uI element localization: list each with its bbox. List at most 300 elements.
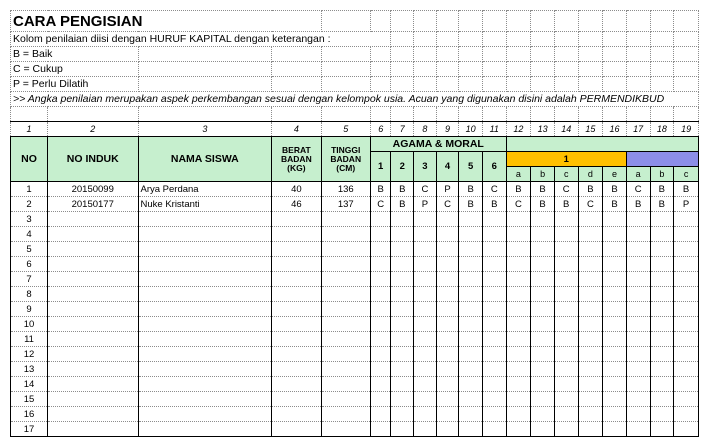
empty-cell[interactable] (603, 107, 627, 122)
empty-cell[interactable] (459, 212, 483, 227)
header-berat-badan[interactable] (272, 137, 321, 182)
row-no[interactable]: 2 (11, 197, 48, 212)
column-number[interactable]: 10 (459, 122, 483, 137)
empty-cell[interactable] (554, 347, 578, 362)
empty-cell[interactable] (321, 377, 370, 392)
row-berat[interactable]: 46 (272, 197, 321, 212)
empty-cell[interactable] (459, 362, 483, 377)
empty-cell[interactable] (391, 407, 414, 422)
empty-cell[interactable] (321, 257, 370, 272)
empty-cell[interactable] (650, 302, 674, 317)
empty-cell[interactable] (674, 32, 699, 47)
score-cell[interactable]: C (414, 182, 437, 197)
empty-cell[interactable] (531, 257, 555, 272)
empty-cell[interactable] (138, 407, 272, 422)
column-number[interactable]: 4 (272, 122, 321, 137)
row-no[interactable]: 8 (11, 287, 48, 302)
empty-cell[interactable] (506, 347, 531, 362)
score-cell[interactable]: B (370, 182, 391, 197)
empty-cell[interactable] (578, 242, 603, 257)
empty-cell[interactable] (272, 392, 321, 407)
empty-cell[interactable] (138, 77, 272, 92)
empty-cell[interactable] (482, 257, 506, 272)
empty-cell[interactable] (321, 272, 370, 287)
empty-cell[interactable] (391, 257, 414, 272)
empty-cell[interactable] (531, 392, 555, 407)
empty-cell[interactable] (459, 302, 483, 317)
empty-cell[interactable] (506, 227, 531, 242)
empty-cell[interactable] (272, 77, 321, 92)
empty-cell[interactable] (459, 347, 483, 362)
empty-cell[interactable] (414, 317, 437, 332)
empty-cell[interactable] (506, 407, 531, 422)
header-group1-sub[interactable]: e (603, 167, 627, 182)
empty-cell[interactable] (506, 302, 531, 317)
empty-cell[interactable] (531, 272, 555, 287)
empty-cell[interactable] (48, 362, 138, 377)
empty-cell[interactable] (531, 407, 555, 422)
score-cell[interactable]: B (459, 182, 483, 197)
empty-cell[interactable] (370, 332, 391, 347)
score-cell[interactable]: B (506, 182, 531, 197)
empty-cell[interactable] (138, 287, 272, 302)
empty-cell[interactable] (626, 32, 650, 47)
empty-cell[interactable] (48, 272, 138, 287)
empty-cell[interactable] (506, 11, 531, 32)
score-cell[interactable]: B (482, 197, 506, 212)
empty-cell[interactable] (138, 377, 272, 392)
row-no[interactable]: 7 (11, 272, 48, 287)
empty-cell[interactable] (531, 242, 555, 257)
row-no[interactable]: 11 (11, 332, 48, 347)
empty-cell[interactable] (391, 287, 414, 302)
empty-cell[interactable] (482, 422, 506, 437)
row-no[interactable]: 12 (11, 347, 48, 362)
legend-item[interactable]: C = Cukup (11, 62, 139, 77)
empty-cell[interactable] (650, 362, 674, 377)
empty-cell[interactable] (482, 77, 506, 92)
empty-cell[interactable] (48, 422, 138, 437)
empty-cell[interactable] (554, 377, 578, 392)
empty-cell[interactable] (482, 392, 506, 407)
empty-cell[interactable] (48, 107, 138, 122)
empty-cell[interactable] (459, 332, 483, 347)
empty-cell[interactable] (578, 47, 603, 62)
empty-cell[interactable] (626, 272, 650, 287)
empty-cell[interactable] (554, 257, 578, 272)
empty-cell[interactable] (506, 257, 531, 272)
header-tinggi-badan[interactable] (321, 137, 370, 182)
empty-cell[interactable] (554, 287, 578, 302)
empty-cell[interactable] (321, 317, 370, 332)
empty-cell[interactable] (554, 422, 578, 437)
empty-cell[interactable] (370, 62, 391, 77)
row-berat[interactable]: 40 (272, 182, 321, 197)
row-no[interactable]: 3 (11, 212, 48, 227)
empty-cell[interactable] (459, 227, 483, 242)
empty-cell[interactable] (506, 212, 531, 227)
row-no[interactable]: 10 (11, 317, 48, 332)
row-no[interactable]: 4 (11, 227, 48, 242)
column-number[interactable]: 3 (138, 122, 272, 137)
empty-cell[interactable] (459, 407, 483, 422)
empty-cell[interactable] (48, 377, 138, 392)
empty-cell[interactable] (436, 332, 459, 347)
empty-cell[interactable] (272, 257, 321, 272)
column-number[interactable]: 12 (506, 122, 531, 137)
header-group2-sub[interactable]: c (674, 167, 699, 182)
score-cell[interactable]: C (436, 197, 459, 212)
empty-cell[interactable] (626, 362, 650, 377)
row-no-induk[interactable]: 20150177 (48, 197, 138, 212)
empty-cell[interactable] (138, 212, 272, 227)
instruction-text[interactable]: Kolom penilaian diisi dengan HURUF KAPITAL dengan keterangan : (11, 32, 391, 47)
empty-cell[interactable] (370, 392, 391, 407)
empty-cell[interactable] (650, 392, 674, 407)
empty-cell[interactable] (391, 32, 414, 47)
empty-cell[interactable] (626, 62, 650, 77)
score-cell[interactable]: C (578, 197, 603, 212)
header-agama-sub[interactable]: 2 (391, 152, 414, 182)
empty-cell[interactable] (603, 212, 627, 227)
empty-cell[interactable] (436, 317, 459, 332)
empty-cell[interactable] (391, 362, 414, 377)
empty-cell[interactable] (650, 242, 674, 257)
column-number[interactable]: 11 (482, 122, 506, 137)
column-number[interactable]: 19 (674, 122, 699, 137)
empty-cell[interactable] (391, 212, 414, 227)
empty-cell[interactable] (578, 362, 603, 377)
empty-cell[interactable] (436, 407, 459, 422)
score-cell[interactable]: B (531, 182, 555, 197)
empty-cell[interactable] (531, 347, 555, 362)
row-no[interactable]: 15 (11, 392, 48, 407)
empty-cell[interactable] (459, 11, 483, 32)
empty-cell[interactable] (436, 287, 459, 302)
empty-cell[interactable] (650, 377, 674, 392)
empty-cell[interactable] (506, 47, 531, 62)
column-number[interactable]: 6 (370, 122, 391, 137)
empty-cell[interactable] (272, 302, 321, 317)
empty-cell[interactable] (272, 107, 321, 122)
empty-cell[interactable] (603, 347, 627, 362)
empty-cell[interactable] (578, 302, 603, 317)
empty-cell[interactable] (459, 272, 483, 287)
empty-cell[interactable] (436, 362, 459, 377)
empty-cell[interactable] (650, 227, 674, 242)
empty-cell[interactable] (674, 302, 699, 317)
row-no-induk[interactable]: 20150099 (48, 182, 138, 197)
empty-cell[interactable] (414, 407, 437, 422)
empty-cell[interactable] (578, 392, 603, 407)
column-number[interactable]: 9 (436, 122, 459, 137)
row-no[interactable]: 14 (11, 377, 48, 392)
empty-cell[interactable] (370, 302, 391, 317)
empty-cell[interactable] (436, 77, 459, 92)
empty-cell[interactable] (554, 77, 578, 92)
empty-cell[interactable] (578, 347, 603, 362)
empty-cell[interactable] (414, 257, 437, 272)
empty-cell[interactable] (48, 242, 138, 257)
empty-cell[interactable] (436, 242, 459, 257)
empty-cell[interactable] (650, 62, 674, 77)
header-group-1[interactable]: 1 (506, 152, 626, 167)
empty-cell[interactable] (482, 107, 506, 122)
empty-cell[interactable] (272, 242, 321, 257)
empty-cell[interactable] (138, 47, 272, 62)
empty-cell[interactable] (554, 47, 578, 62)
empty-cell[interactable] (482, 32, 506, 47)
empty-cell[interactable] (482, 302, 506, 317)
empty-cell[interactable] (436, 302, 459, 317)
empty-cell[interactable] (391, 47, 414, 62)
empty-cell[interactable] (531, 77, 555, 92)
empty-cell[interactable] (321, 47, 370, 62)
empty-cell[interactable] (626, 257, 650, 272)
empty-cell[interactable] (414, 347, 437, 362)
empty-cell[interactable] (674, 272, 699, 287)
row-no[interactable]: 6 (11, 257, 48, 272)
empty-cell[interactable] (531, 287, 555, 302)
empty-cell[interactable] (414, 62, 437, 77)
header-agama-sub[interactable]: 3 (414, 152, 437, 182)
empty-cell[interactable] (674, 332, 699, 347)
empty-cell[interactable] (391, 347, 414, 362)
empty-cell[interactable] (603, 392, 627, 407)
empty-cell[interactable] (554, 392, 578, 407)
column-number[interactable]: 2 (48, 122, 138, 137)
empty-cell[interactable] (272, 317, 321, 332)
empty-cell[interactable] (414, 227, 437, 242)
empty-cell[interactable] (578, 332, 603, 347)
empty-cell[interactable] (272, 272, 321, 287)
empty-cell[interactable] (321, 347, 370, 362)
empty-cell[interactable] (436, 62, 459, 77)
empty-cell[interactable] (370, 77, 391, 92)
empty-cell[interactable] (603, 287, 627, 302)
score-cell[interactable]: C (626, 182, 650, 197)
empty-cell[interactable] (603, 377, 627, 392)
score-cell[interactable]: B (603, 182, 627, 197)
empty-cell[interactable] (459, 317, 483, 332)
empty-cell[interactable] (370, 272, 391, 287)
column-number[interactable]: 5 (321, 122, 370, 137)
empty-cell[interactable] (482, 332, 506, 347)
empty-cell[interactable] (650, 32, 674, 47)
empty-cell[interactable] (482, 377, 506, 392)
empty-cell[interactable] (650, 287, 674, 302)
empty-cell[interactable] (531, 362, 555, 377)
empty-cell[interactable] (48, 317, 138, 332)
empty-cell[interactable] (391, 272, 414, 287)
header-agama-sub[interactable]: 5 (459, 152, 483, 182)
empty-cell[interactable] (506, 272, 531, 287)
row-no[interactable]: 1 (11, 182, 48, 197)
empty-cell[interactable] (506, 377, 531, 392)
empty-cell[interactable] (414, 32, 437, 47)
empty-cell[interactable] (391, 422, 414, 437)
empty-cell[interactable] (370, 317, 391, 332)
column-number[interactable]: 1 (11, 122, 48, 137)
empty-cell[interactable] (272, 407, 321, 422)
empty-cell[interactable] (626, 422, 650, 437)
empty-cell[interactable] (650, 347, 674, 362)
spreadsheet-grid[interactable] (10, 10, 699, 437)
empty-cell[interactable] (321, 302, 370, 317)
empty-cell[interactable] (321, 422, 370, 437)
row-nama-siswa[interactable]: Arya Perdana (138, 182, 272, 197)
empty-cell[interactable] (436, 227, 459, 242)
score-cell[interactable]: C (370, 197, 391, 212)
empty-cell[interactable] (578, 11, 603, 32)
empty-cell[interactable] (650, 11, 674, 32)
empty-cell[interactable] (578, 62, 603, 77)
empty-cell[interactable] (414, 242, 437, 257)
empty-cell[interactable] (482, 272, 506, 287)
empty-cell[interactable] (391, 77, 414, 92)
empty-cell[interactable] (138, 302, 272, 317)
empty-cell[interactable] (554, 32, 578, 47)
empty-cell[interactable] (436, 32, 459, 47)
empty-cell[interactable] (48, 302, 138, 317)
empty-cell[interactable] (272, 62, 321, 77)
empty-cell[interactable] (650, 47, 674, 62)
empty-cell[interactable] (138, 332, 272, 347)
row-nama-siswa[interactable]: Nuke Kristanti (138, 197, 272, 212)
empty-cell[interactable] (414, 302, 437, 317)
score-cell[interactable]: B (459, 197, 483, 212)
empty-cell[interactable] (482, 227, 506, 242)
empty-cell[interactable] (578, 257, 603, 272)
empty-cell[interactable] (603, 272, 627, 287)
empty-cell[interactable] (459, 257, 483, 272)
empty-cell[interactable] (626, 242, 650, 257)
column-number[interactable]: 8 (414, 122, 437, 137)
empty-cell[interactable] (391, 242, 414, 257)
score-cell[interactable]: B (578, 182, 603, 197)
empty-cell[interactable] (370, 347, 391, 362)
empty-cell[interactable] (674, 377, 699, 392)
empty-cell[interactable] (554, 227, 578, 242)
empty-cell[interactable] (272, 332, 321, 347)
score-cell[interactable]: B (391, 182, 414, 197)
empty-cell[interactable] (531, 32, 555, 47)
empty-cell[interactable] (436, 107, 459, 122)
empty-cell[interactable] (626, 317, 650, 332)
empty-cell[interactable] (506, 32, 531, 47)
empty-cell[interactable] (482, 362, 506, 377)
empty-cell[interactable] (674, 47, 699, 62)
empty-cell[interactable] (391, 11, 414, 32)
empty-cell[interactable] (459, 287, 483, 302)
empty-cell[interactable] (459, 47, 483, 62)
score-cell[interactable]: B (650, 182, 674, 197)
score-cell[interactable]: C (506, 197, 531, 212)
empty-cell[interactable] (554, 362, 578, 377)
empty-cell[interactable] (506, 392, 531, 407)
empty-cell[interactable] (11, 107, 48, 122)
empty-cell[interactable] (138, 362, 272, 377)
column-number[interactable]: 13 (531, 122, 555, 137)
empty-cell[interactable] (578, 377, 603, 392)
empty-cell[interactable] (578, 317, 603, 332)
empty-cell[interactable] (482, 47, 506, 62)
empty-cell[interactable] (506, 107, 531, 122)
empty-cell[interactable] (626, 11, 650, 32)
empty-cell[interactable] (603, 407, 627, 422)
header-no-induk[interactable]: NO INDUK (48, 137, 138, 182)
empty-cell[interactable] (272, 212, 321, 227)
empty-cell[interactable] (674, 107, 699, 122)
empty-cell[interactable] (370, 47, 391, 62)
empty-cell[interactable] (272, 287, 321, 302)
empty-cell[interactable] (459, 377, 483, 392)
empty-cell[interactable] (578, 407, 603, 422)
empty-cell[interactable] (391, 392, 414, 407)
empty-cell[interactable] (138, 107, 272, 122)
empty-cell[interactable] (138, 257, 272, 272)
row-no[interactable]: 16 (11, 407, 48, 422)
empty-cell[interactable] (531, 227, 555, 242)
empty-cell[interactable] (321, 392, 370, 407)
empty-cell[interactable] (603, 242, 627, 257)
empty-cell[interactable] (578, 287, 603, 302)
header-group1-sub[interactable]: a (506, 167, 531, 182)
empty-cell[interactable] (506, 422, 531, 437)
empty-cell[interactable] (650, 257, 674, 272)
empty-cell[interactable] (459, 77, 483, 92)
empty-cell[interactable] (554, 242, 578, 257)
empty-cell[interactable] (531, 62, 555, 77)
empty-cell[interactable] (436, 392, 459, 407)
empty-cell[interactable] (578, 422, 603, 437)
score-cell[interactable]: P (674, 197, 699, 212)
empty-cell[interactable] (459, 107, 483, 122)
empty-cell[interactable] (272, 422, 321, 437)
empty-cell[interactable] (603, 32, 627, 47)
empty-cell[interactable] (391, 317, 414, 332)
empty-cell[interactable] (603, 422, 627, 437)
empty-cell[interactable] (674, 212, 699, 227)
header-nama-siswa[interactable]: NAMA SISWA (138, 137, 272, 182)
empty-cell[interactable] (321, 287, 370, 302)
empty-cell[interactable] (603, 302, 627, 317)
header-group1-sub[interactable]: c (554, 167, 578, 182)
empty-cell[interactable] (138, 392, 272, 407)
score-cell[interactable]: B (391, 197, 414, 212)
empty-cell[interactable] (554, 302, 578, 317)
score-cell[interactable]: C (554, 182, 578, 197)
score-cell[interactable]: B (650, 197, 674, 212)
empty-cell[interactable] (531, 11, 555, 32)
empty-cell[interactable] (321, 62, 370, 77)
header-no[interactable]: NO (11, 137, 48, 182)
header-agama-sub[interactable]: 1 (370, 152, 391, 182)
empty-cell[interactable] (414, 392, 437, 407)
empty-cell[interactable] (578, 32, 603, 47)
legend-item[interactable]: B = Baik (11, 47, 139, 62)
empty-cell[interactable] (48, 257, 138, 272)
empty-cell[interactable] (391, 227, 414, 242)
header-agama-sub[interactable]: 4 (436, 152, 459, 182)
empty-cell[interactable] (674, 317, 699, 332)
empty-cell[interactable] (674, 392, 699, 407)
empty-cell[interactable] (626, 332, 650, 347)
empty-cell[interactable] (436, 212, 459, 227)
empty-cell[interactable] (321, 77, 370, 92)
empty-cell[interactable] (321, 107, 370, 122)
empty-cell[interactable] (674, 347, 699, 362)
